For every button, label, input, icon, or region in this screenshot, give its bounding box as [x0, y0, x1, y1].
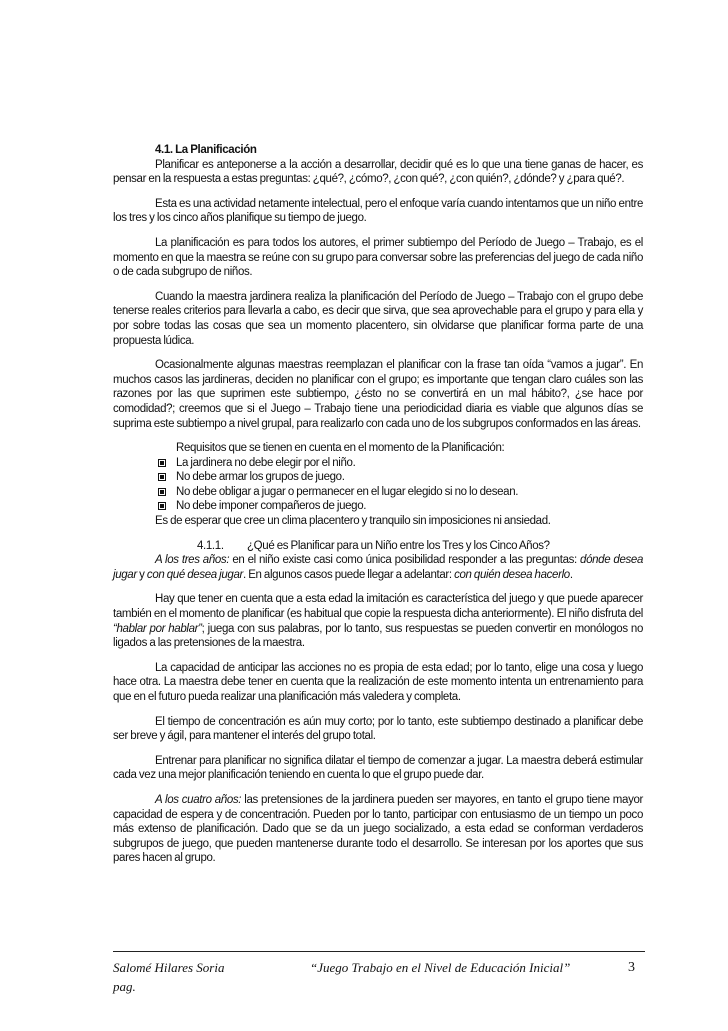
text-span: las pretensiones de la jardinera pueden ser mayores, en tanto el grupo tiene mayor capacidad de espera y de concentración. Pueden por lo tanto, participar con entusiasmo de un tiempo un poco más extenso de planificación. Dado que se da un juego socializado, a esta edad se conforman verdaderos subgrupos de juego, que pueden mantenerse durante todo el desarrollo. Se interesan por los aportes que sus pares hacen al grupo.: [113, 793, 644, 865]
paragraph-first-subtime: La planificación es para todos los autores, el primer subtiempo del Período de Juego – Trabajo, es el momento en que la maestra se reúne con su grupo para conversar sobre las preferencias del juego de cada niño o de cada subgrupo de niños.: [113, 236, 643, 279]
paragraph-four-years: [113, 793, 643, 866]
square-bullet-icon: [158, 459, 166, 467]
subsection-heading: [113, 539, 643, 554]
text-span: Hay que tener en cuenta que a esta edad la imitación es característica del juego y que puede aparecer también en el momento de planificar (es habitual que copie la respuesta dicha anteriormente). El niño disfruta del: [113, 593, 643, 621]
hablar-quote: “hablar por hablar”: [113, 622, 202, 635]
list-item: [155, 499, 643, 514]
requirement-text: No debe obligar a jugar o permanecer en el lugar elegido si no lo desean.: [176, 485, 519, 498]
paragraph-concentration: El tiempo de concentración es aún muy corto; por lo tanto, este subtiempo destinado a planificar debe ser breve y ágil, para mantener el interés del grupo total.: [113, 715, 643, 743]
three-years-lead: A los tres años:: [155, 554, 230, 567]
paragraph-real-criteria: Cuando la maestra jardinera realiza la planificación del Período de Juego – Trabajo con el grupo debe tenerse reales criterios para llevarla a cabo, es decir que sirva, que sea aprovechable para el grupo y para ella y por sobre todas las cosas que sea un momento placentero, sin olvidarse que planificar forma parte de una propuesta lúdica.: [113, 290, 643, 347]
footer-author: Salomé Hilares Soria: [113, 960, 225, 975]
text-span: . En algunos casos puede llegar a adelantar:: [243, 568, 455, 581]
text-span: en el niño existe casi como única posibilidad responder a las preguntas:: [229, 554, 581, 567]
paragraph-anticipation: La capacidad de anticipar las acciones no es propia de esta edad; por lo tanto, elige una cosa y luego hace otra. La maestra debe tener en cuenta que la realización de este momento intenta un entrenamiento para que en el futuro pueda realizar una planificación más valedera y completa.: [113, 661, 643, 703]
question-where: dónde desea jugar: [113, 554, 643, 581]
text-span: .: [569, 568, 573, 581]
requirements-list: [113, 456, 643, 514]
requirements-title: Requisitos que se tienen en cuenta en el momento de la Planificación:: [176, 442, 505, 455]
paragraph-three-years: [113, 553, 643, 582]
footer-divider: [113, 951, 645, 952]
paragraph-intellectual-activity: Esta es una actividad netamente intelectual, pero el enfoque varía cuando intentamos que un niño entre los tres y los cinco años planifique su tiempo de juego.: [113, 197, 643, 225]
square-bullet-icon: [158, 473, 166, 481]
section-title: 4.1. La Planificación: [155, 144, 257, 156]
square-bullet-icon: [158, 488, 166, 496]
square-bullet-icon: [158, 502, 166, 510]
question-with-whom: con quién desea hacerlo: [454, 568, 570, 581]
four-years-lead: A los cuatro años:: [155, 793, 242, 806]
requirement-text: No debe imponer compañeros de juego.: [176, 500, 367, 513]
footer-pag-label: pag.: [113, 979, 136, 994]
paragraph-planning-definition: Planificar es anteponerse a la acción a desarrollar, decidir qué es lo que una tiene ganas de hacer, es pensar en la respuesta a estas preguntas: ¿qué?, ¿cómo?, ¿con qué?, ¿con quién?, ¿dónde? y ¿para qué?.: [113, 158, 643, 186]
text-span: ; juega con sus palabras, por lo tanto, sus respuestas se pueden convertir en monólogos no ligados a las pretensiones de la maestra.: [113, 622, 643, 650]
requirement-text: No debe armar los grupos de juego.: [176, 471, 345, 484]
paragraph-training: Entrenar para planificar no significa dilatar el tiempo de comenzar a jugar. La maestra deberá estimular cada vez una mejor planificación teniendo en cuenta lo que el grupo puede dar.: [113, 754, 643, 782]
requirements-closing: Es de esperar que cree un clima placentero y tranquilo sin imposiciones ni ansiedad.: [155, 515, 551, 528]
text-span: y: [136, 568, 147, 581]
requirement-text: La jardinera no debe elegir por el niño.: [176, 456, 356, 469]
list-item: [155, 485, 643, 500]
document-body: [113, 143, 643, 866]
subsection-number: 4.1.1.: [197, 539, 224, 552]
question-with-what: con qué desea jugar: [146, 568, 243, 581]
list-item: [155, 470, 643, 485]
paragraph-vamos-a-jugar: Ocasionalmente algunas maestras reemplazan el planificar con la frase tan oída “vamos a jugar”. En muchos casos las jardineras, deciden no planificar con el grupo; es importante que tengan claro cuáles son las razones por las que suprimen este subtiempo, ¿ésto no se convertirá en un mal hábito?, ¿se hace por comodidad?; creemos que si el Juego – Trabajo tiene una periodicidad diaria es viable que algunos días se suprima este subtiempo a nivel grupal, para realizarlo con cada uno de los subgrupos conformados en las áreas.: [113, 359, 643, 430]
page-footer: [113, 960, 645, 1000]
paragraph-imitation: [113, 592, 643, 650]
subsection-title: ¿Qué es Planificar para un Niño entre los Tres y los Cinco Años?: [247, 539, 550, 552]
footer-page-number: 3: [628, 960, 635, 975]
list-item: [155, 456, 643, 471]
footer-document-title: “Juego Trabajo en el Nivel de Educación Inicial”: [310, 960, 571, 975]
